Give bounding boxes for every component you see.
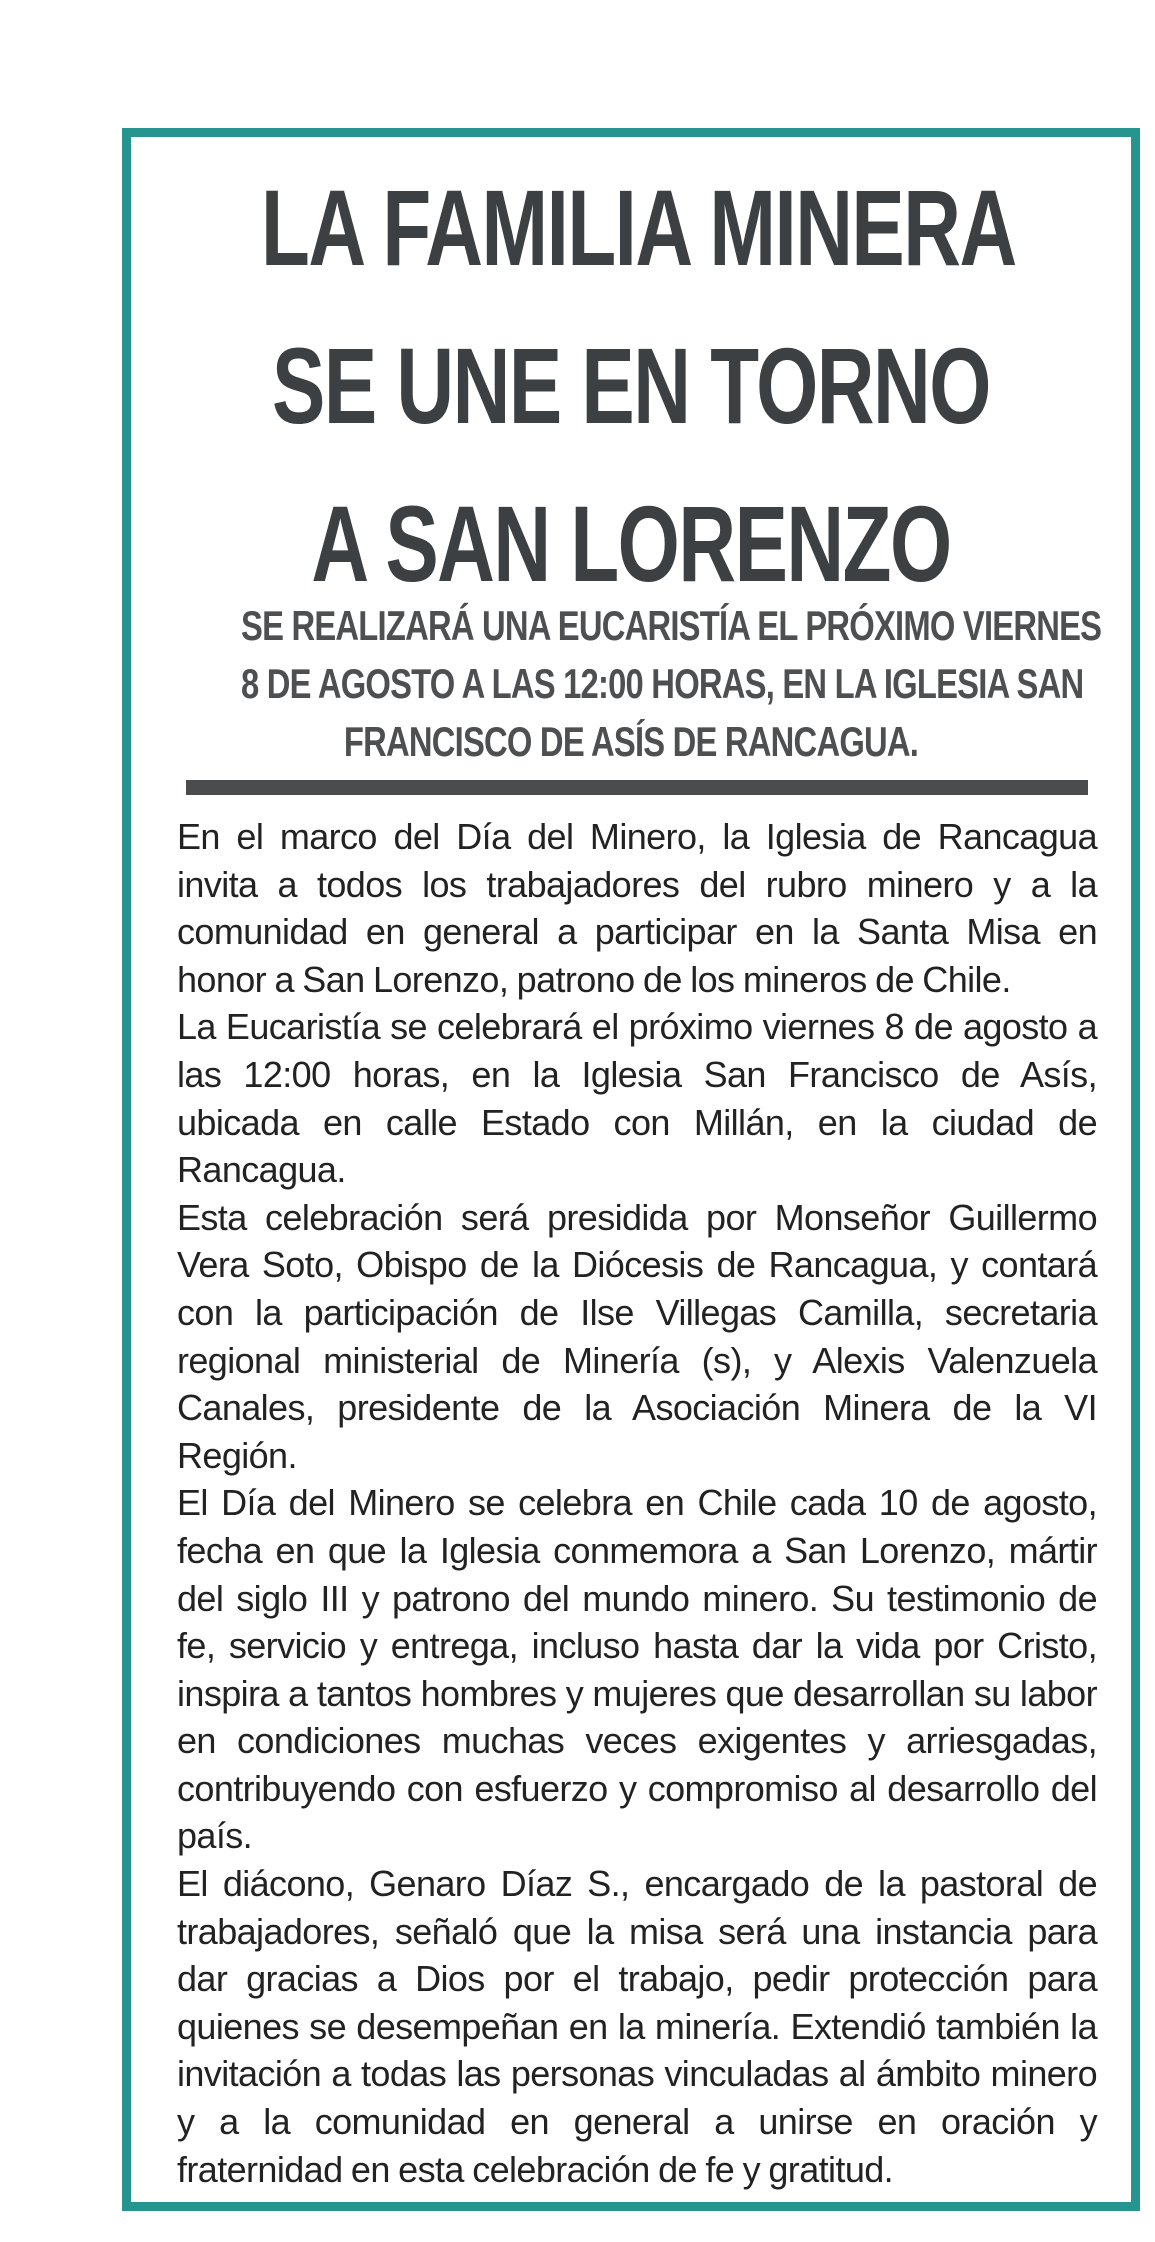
paragraph-5: El diácono, Genaro Díaz S., encargado de la pastoral de trabajadores, señaló que la misa será una instancia para dar gracias a Dios por el trabajo, pedir protección para quienes se desempeñan en la minería. Extendió también la invitación a todas las personas vinculadas al ámbito minero y a la comunidad en general a unirse en oración y fraternidad en esta celebración de fe y gratitud. [177,1863,1097,2190]
subheadline-line-1: SE REALIZARÁ UNA EUCARISTÍA EL PRÓXIMO VIERNES [241,602,1102,649]
headline-line-2: SE UNE EN TORNO [272,325,990,446]
article-body [177,813,1097,2193]
headline-line-1: LA FAMILIA MINERA [261,167,1016,288]
section-divider [186,780,1088,795]
paragraph-1: En el marco del Día del Minero, la Iglesia de Rancagua invita a todos los trabajadores del rubro minero y a la comunidad en general a participar en la Santa Misa en honor a San Lorenzo, patrono de los mineros de Chile. [177,816,1097,1000]
subheadline-line-2: 8 DE AGOSTO A LAS 12:00 HORAS, EN LA IGLESIA SAN [241,660,1084,707]
article-headline [261,149,1016,623]
paragraph-4: El Día del Minero se celebra en Chile cada 10 de agosto, fecha en que la Iglesia conmemora a San Lorenzo, mártir del siglo III y patrono del mundo minero. Su testimonio de fe, servicio y entrega, incluso hasta dar la vida por Cristo, inspira a tantos hombres y mujeres que desarrollan su labor en condiciones muchas veces exigentes y arriesgadas, contribuyendo con esfuerzo y compromiso al desarrollo del país. [177,1482,1097,1857]
article-frame [122,128,1140,2211]
article-subheadline [241,597,1102,771]
subheadline-line-3: FRANCISCO DE ASÍS DE RANCAGUA. [343,718,919,765]
paragraph-3: Esta celebración será presidida por Monseñor Guillermo Vera Soto, Obispo de la Diócesis de Rancagua, y contará con la participación de Ilse Villegas Camilla, secretaria regional ministerial de Minería (s), y Alexis Valenzuela Canales, presidente de la Asociación Minera de la VI Región. [177,1196,1097,1476]
paragraph-2: La Eucaristía se celebrará el próximo viernes 8 de agosto a las 12:00 horas, en la Iglesia San Francisco de Asís, ubicada en calle Estado con Millán, en la ciudad de Rancagua. [177,1006,1097,1191]
headline-line-3: A SAN LORENZO [311,483,951,604]
